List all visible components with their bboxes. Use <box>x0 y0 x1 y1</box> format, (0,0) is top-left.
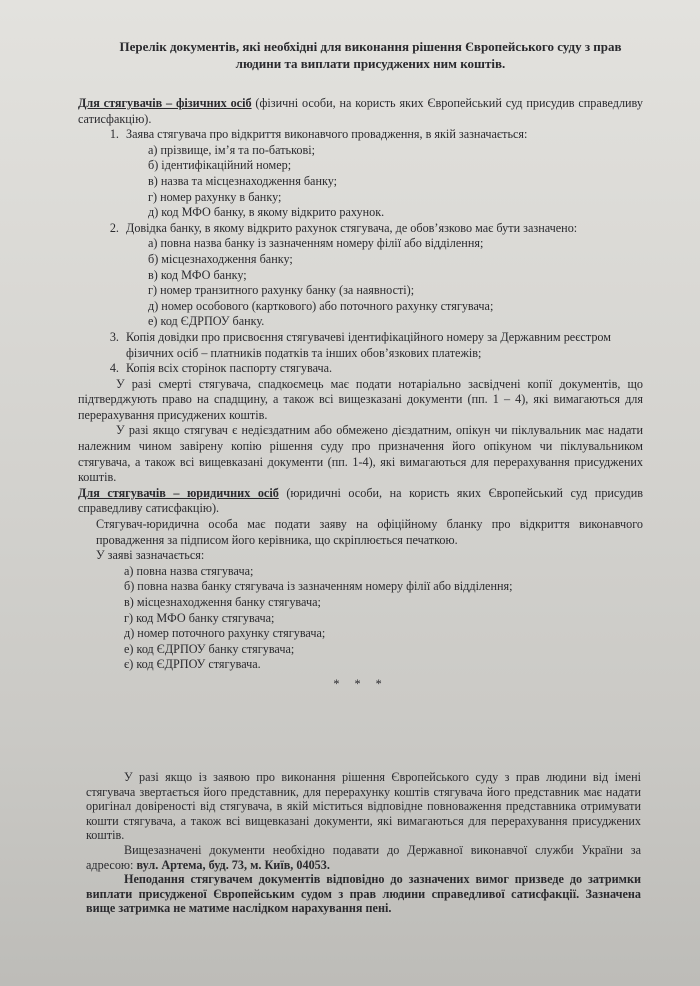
section1-heading: Для стягувачів – фізичних осіб <box>78 96 252 110</box>
sub-item: г) номер транзитного рахунку банку (за наявності); <box>148 283 415 298</box>
sub-item: а) повна назва банку із зазначенням номеру філії або відділення; <box>148 236 484 251</box>
list-item-text: Копія довідки про присвоєння стягувачеві ідентифікаційного номеру за Державним реєстром фізичних осіб – платників податків та інших обов’язкових платежів; <box>126 329 611 360</box>
sub-item: б) ідентифікаційний номер; <box>148 158 292 173</box>
sub-item: б) повна назва банку стягувача із зазначенням номеру філії або відділення; <box>124 579 513 594</box>
sub-item: е) код ЄДРПОУ банку. <box>148 314 265 329</box>
section1-heading-tail: (фізичні особи, на користь яких Європейський суд присудив справедливу сатисфакцію). <box>78 96 643 126</box>
sub-list <box>126 236 643 330</box>
sub-item: д) номер поточного рахунку стягувача; <box>124 626 326 641</box>
section1-heading-line <box>78 96 643 127</box>
paragraph-warning: Неподання стягувачем документів відповідно до зазначених вимог призведе до затримки виплати присудженої Європейським судом з прав людини справедливої сатисфакції. Зазначена вище затримка не матиме наслідком нарахування пені. <box>86 872 641 916</box>
sub-item: в) місцезнаходження банку стягувача; <box>124 595 321 609</box>
list-item <box>122 127 643 221</box>
paragraph-incapable: У разі якщо стягувач є недієздатним або обмежено дієздатним, опікун чи піклувальник має надати належним чином завірену копію рішення суду про призначення його опікуном чи піклувальником стягувача, а також всі вищевказані документи (пп. 1-4), які вимагаються для перерахування присуджених коштів. <box>78 423 643 485</box>
sub-item: д) номер особового (карткового) або поточного рахунку стягувача; <box>148 298 494 313</box>
section2-heading-line <box>78 486 643 517</box>
sub-item: є) код ЄДРПОУ стягувача. <box>124 657 261 672</box>
list-item-text: Копія всіх сторінок паспорту стягувача. <box>126 361 333 376</box>
section2-heading-tail: (юридичні особи, на користь яких Європейський суд присудив справедливу сатисфакцію). <box>78 485 643 516</box>
section2-list-intro: У заяві зазначається: <box>96 548 205 563</box>
section2-intro: Стягувач-юридична особа має подати заяву на офіційному бланку про відкриття виконавчого провадження за підписом його керівника, що скріплюється печаткою. <box>96 517 643 547</box>
paragraph-representative: У разі якщо із заявою про виконання рішення Європейського суду з прав людини від імені стягувача звертається його представник, для перерахунку коштів стягувача його представник має надати оригінал довіреності від стягувача, в якій міститься відповідне повноваження представника отримувати кошти стягувача, а також всі вищевказані документи, які вимагаються для перерахування присуджених коштів. <box>86 770 641 843</box>
sub-list <box>126 143 643 221</box>
separator: * * * <box>333 676 388 691</box>
paragraph-address <box>86 843 641 872</box>
list-item-text: Довідка банку, в якому відкрито рахунок стягувача, де обов’язково має бути зазначено: <box>126 220 578 235</box>
page-title: Перелік документів, які необхідні для виконання рішення Європейського суду з прав людини та виплати присуджених ним коштів. <box>119 39 622 71</box>
section2-sub-list <box>78 564 643 673</box>
list-item <box>122 330 643 361</box>
sub-item: е) код ЄДРПОУ банку стягувача; <box>124 641 295 656</box>
address-prefix: Вищезазначені документи необхідно подавати до Державної виконавчої служби України за адресою: <box>86 842 641 872</box>
list-item <box>122 221 643 330</box>
sub-item: а) прізвище, ім’я та по-батькові; <box>148 142 316 157</box>
document-tail <box>86 770 641 916</box>
list-item-text: Заява стягувача про відкриття виконавчого провадження, в якій зазначається: <box>126 127 528 142</box>
sub-item: г) номер рахунку в банку; <box>148 189 282 204</box>
list-item <box>122 361 643 377</box>
sub-item: д) код МФО банку, в якому відкрито рахунок. <box>148 205 385 220</box>
address: вул. Артема, буд. 73, м. Київ, 04053. <box>136 857 330 872</box>
sub-item: а) повна назва стягувача; <box>124 563 254 578</box>
sub-item: б) місцезнаходження банку; <box>148 251 293 266</box>
section2-heading: Для стягувачів – юридичних осіб <box>78 485 279 500</box>
document-body <box>78 38 643 701</box>
paragraph-death: У разі смерті стягувача, спадкоємець має подати нотаріально засвідчені копії документів, що підтверджують право на спадщину, а також всі вищезказані документи (пп. 1 – 4), які вимагаються для перерахування присуджених коштів. <box>78 376 643 422</box>
section1-list <box>78 127 643 377</box>
sub-item: в) назва та місцезнаходження банку; <box>148 173 338 188</box>
sub-item: г) код МФО банку стягувача; <box>124 610 275 625</box>
sub-item: в) код МФО банку; <box>148 267 247 282</box>
